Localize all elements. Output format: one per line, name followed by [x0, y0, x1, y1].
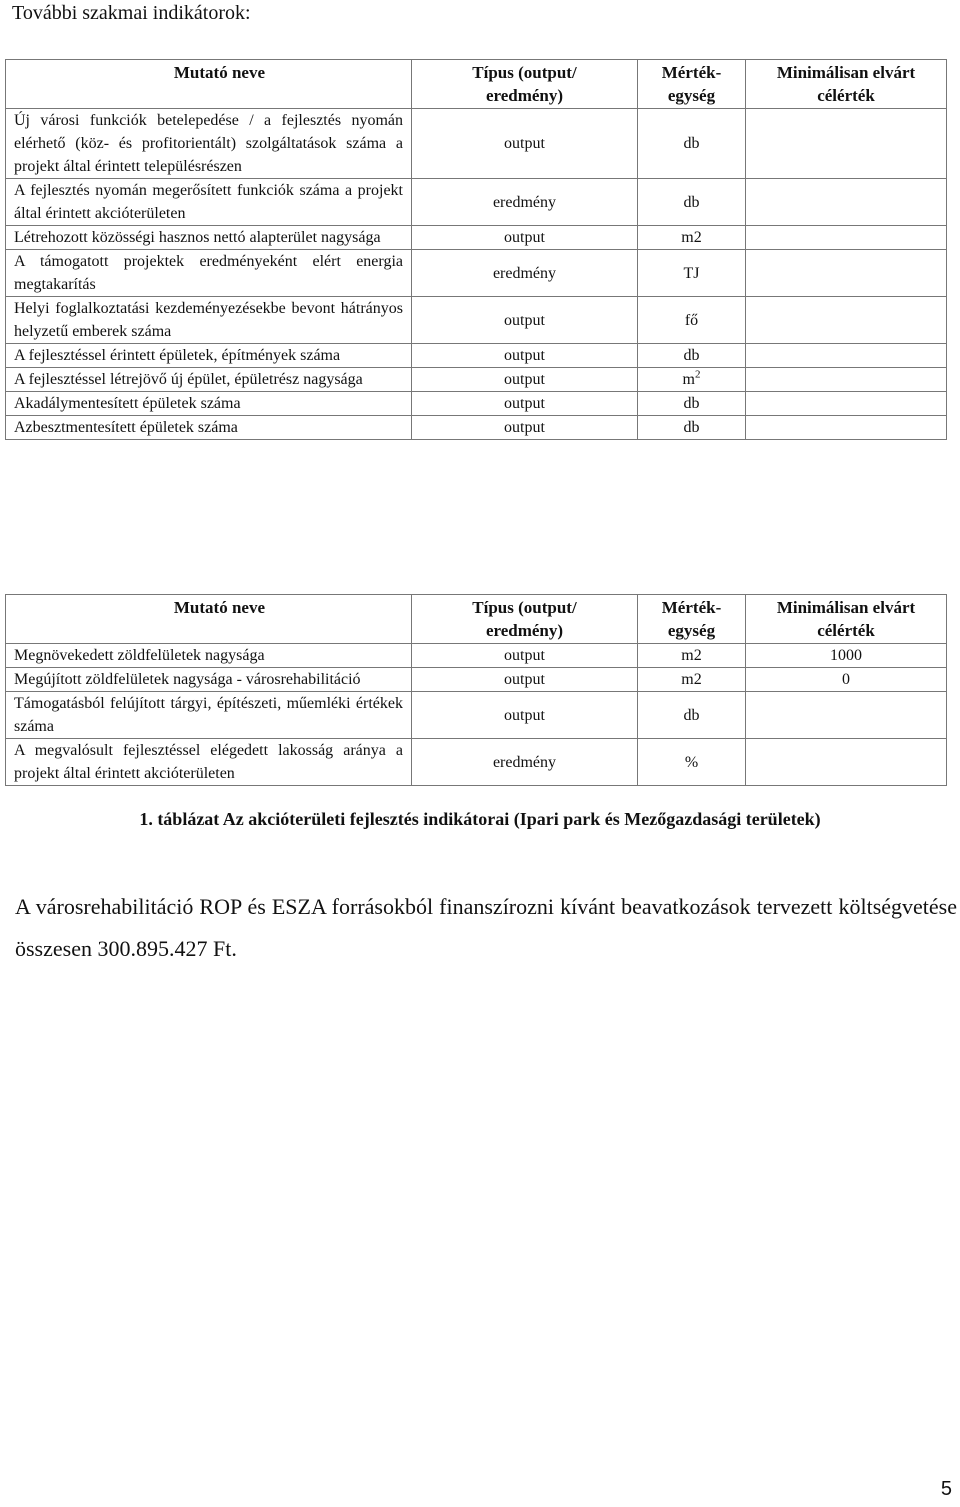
page-number: 5 — [940, 1478, 952, 1500]
header-unit: Mérték- egység — [638, 595, 746, 644]
section-heading: További szakmai indikátorok: — [12, 2, 251, 24]
indicator-unit: m2 — [638, 226, 746, 250]
indicator-target — [746, 692, 947, 739]
table-row — [6, 739, 947, 786]
table-row — [6, 368, 947, 392]
indicator-name: Új városi funkciók betelepedése / a fejlesztés nyomán elérhető (köz- és profitorientált) szolgáltatások száma a projekt által érintett településrészen — [6, 109, 412, 179]
indicator-table-2 — [5, 594, 947, 786]
indicator-type: output — [412, 226, 638, 250]
table-caption: 1. táblázat Az akcióterületi fejlesztés indikátorai (Ipari park és Mezőgazdasági területek) — [139, 809, 821, 829]
indicator-unit: m2 — [638, 668, 746, 692]
table-row — [6, 692, 947, 739]
indicator-type: eredmény — [412, 250, 638, 297]
indicator-unit: db — [638, 416, 746, 440]
indicator-type: output — [412, 109, 638, 179]
header-type: Típus (output/ eredmény) — [412, 60, 638, 109]
indicator-target — [746, 250, 947, 297]
indicator-name: A megvalósult fejlesztéssel elégedett lakosság aránya a projekt által érintett akcióterületen — [6, 739, 412, 786]
indicator-name: A fejlesztés nyomán megerősített funkciók száma a projekt által érintett akcióterületen — [6, 179, 412, 226]
indicator-target: 1000 — [746, 644, 947, 668]
indicator-type: eredmény — [412, 179, 638, 226]
indicator-target — [746, 109, 947, 179]
indicator-name: Támogatásból felújított tárgyi, építészeti, műemléki értékek száma — [6, 692, 412, 739]
indicator-name: A fejlesztéssel létrejövő új épület, épületrész nagysága — [6, 368, 412, 392]
indicator-target — [746, 416, 947, 440]
indicator-name: Akadálymentesített épületek száma — [6, 392, 412, 416]
indicator-unit: % — [638, 739, 746, 786]
indicator-type: output — [412, 668, 638, 692]
indicator-name: Megnövekedett zöldfelületek nagysága — [6, 644, 412, 668]
indicator-type: output — [412, 392, 638, 416]
indicator-unit: fő — [638, 297, 746, 344]
table-row — [6, 344, 947, 368]
indicator-name: Megújított zöldfelületek nagysága - városrehabilitáció — [6, 668, 412, 692]
table-row — [6, 297, 947, 344]
indicator-target — [746, 739, 947, 786]
indicator-target — [746, 392, 947, 416]
indicator-type: output — [412, 416, 638, 440]
indicator-type: eredmény — [412, 739, 638, 786]
header-target: Minimálisan elvárt célérték — [746, 595, 947, 644]
indicator-name: A támogatott projektek eredményeként elért energia megtakarítás — [6, 250, 412, 297]
indicator-table-1 — [5, 59, 947, 440]
header-indicator-name: Mutató neve — [6, 60, 412, 109]
indicator-name: Létrehozott közösségi hasznos nettó alapterület nagysága — [6, 226, 412, 250]
indicator-name: Azbesztmentesített épületek száma — [6, 416, 412, 440]
indicator-type: output — [412, 344, 638, 368]
indicator-type: output — [412, 692, 638, 739]
indicator-name: A fejlesztéssel érintett épületek, építmények száma — [6, 344, 412, 368]
indicator-type: output — [412, 297, 638, 344]
header-target: Minimálisan elvárt célérték — [746, 60, 947, 109]
indicator-target — [746, 226, 947, 250]
indicator-name: Helyi foglalkoztatási kezdeményezésekbe bevont hátrányos helyzetű emberek száma — [6, 297, 412, 344]
indicator-target — [746, 368, 947, 392]
header-unit: Mérték- egység — [638, 60, 746, 109]
table-row — [6, 109, 947, 179]
indicator-target — [746, 344, 947, 368]
indicator-unit: db — [638, 109, 746, 179]
table-row — [6, 179, 947, 226]
header-type: Típus (output/ eredmény) — [412, 595, 638, 644]
indicator-target — [746, 297, 947, 344]
table-row — [6, 644, 947, 668]
budget-paragraph: A városrehabilitáció ROP és ESZA forrásokból finanszírozni kívánt beavatkozások tervezett költségvetése összesen 300.895.427 Ft. — [15, 894, 957, 961]
indicator-unit: db — [638, 692, 746, 739]
indicator-unit: TJ — [638, 250, 746, 297]
indicator-target — [746, 179, 947, 226]
indicator-type: output — [412, 368, 638, 392]
indicator-type: output — [412, 644, 638, 668]
indicator-target: 0 — [746, 668, 947, 692]
table-row — [6, 226, 947, 250]
indicator-unit: db — [638, 344, 746, 368]
indicator-unit: $m^2$ — [638, 368, 746, 392]
indicator-unit: m2 — [638, 644, 746, 668]
indicator-unit: db — [638, 179, 746, 226]
table-row — [6, 250, 947, 297]
indicator-unit: db — [638, 392, 746, 416]
table-row — [6, 416, 947, 440]
table-row — [6, 668, 947, 692]
header-indicator-name: Mutató neve — [6, 595, 412, 644]
table-row — [6, 392, 947, 416]
